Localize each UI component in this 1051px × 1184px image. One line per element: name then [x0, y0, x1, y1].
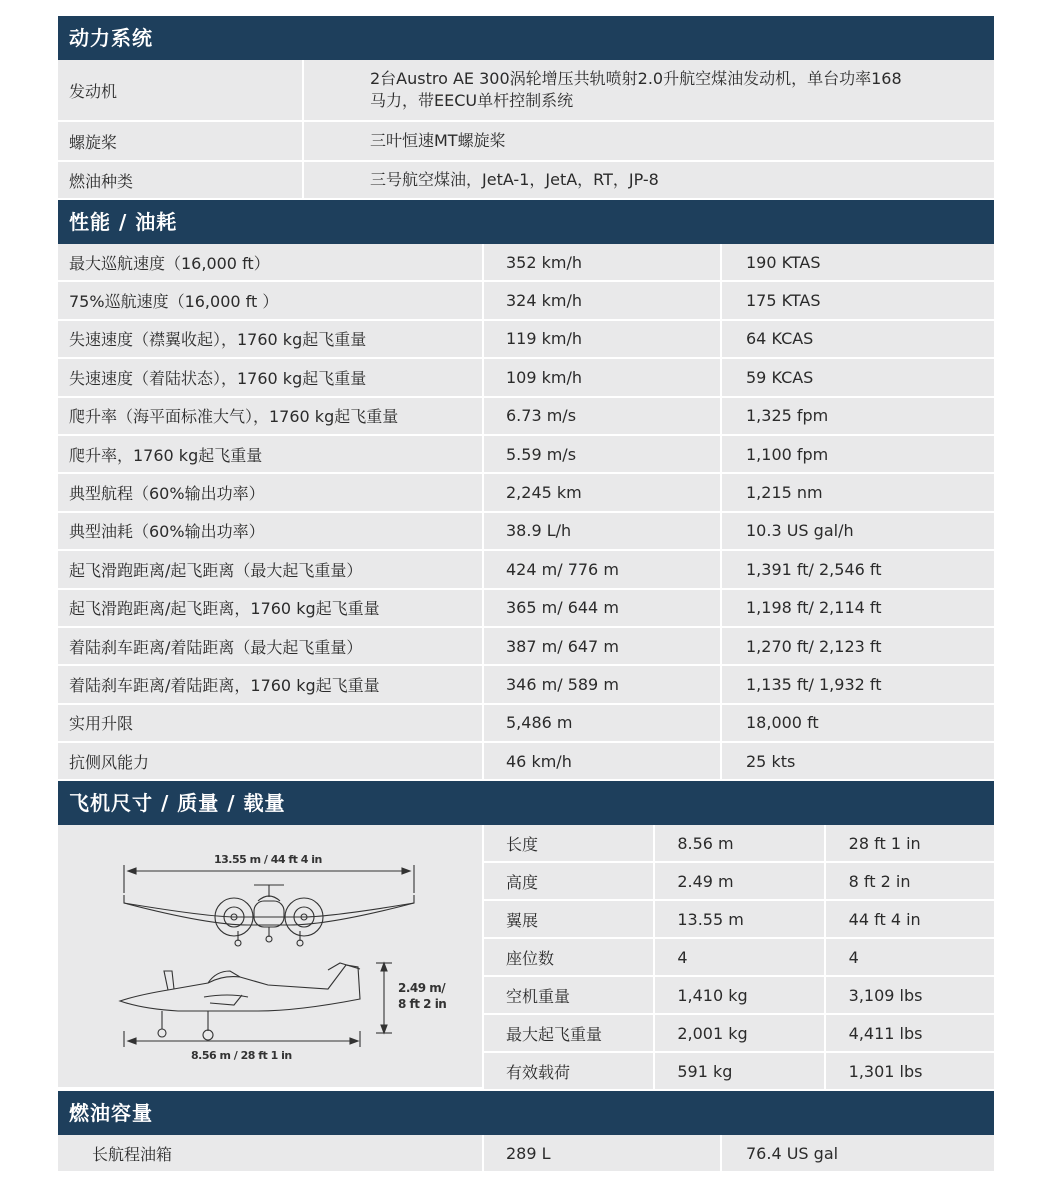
metric-value: 6.73 m/s	[482, 398, 720, 434]
metric-value: 46 km/h	[482, 743, 720, 779]
span-dimension-label: 13.55 m / 44 ft 4 in	[214, 853, 322, 867]
metric-value: 387 m/ 647 m	[482, 628, 720, 664]
section-heading-dimensions: 飞机尺寸 / 质量 / 载量	[58, 781, 994, 825]
imperial-value: 1,198 ft/ 2,114 ft	[720, 590, 994, 626]
dimensions-block	[58, 825, 994, 1091]
row-label: 典型航程（60%输出功率）	[69, 484, 265, 504]
metric-value: 1,410 kg	[653, 977, 823, 1013]
row-label: 座位数	[506, 948, 555, 968]
row-value: 三叶恒速MT螺旋桨	[302, 122, 994, 160]
powerplant-table	[58, 60, 994, 200]
imperial-value: 1,301 lbs	[824, 1053, 994, 1089]
imperial-value: 175 KTAS	[720, 282, 994, 318]
table-row	[58, 398, 994, 436]
metric-value: 5.59 m/s	[482, 436, 720, 472]
height-dimension-label-line2: 8 ft 2 in	[398, 997, 447, 1012]
row-label: 抗侧风能力	[69, 752, 150, 772]
row-label: 起飞滑跑距离/起飞距离（最大起飞重量）	[69, 560, 363, 580]
imperial-value: 25 kts	[720, 743, 994, 779]
row-label: 75%巡航速度（16,000 ft ）	[69, 292, 279, 312]
table-row	[482, 977, 994, 1015]
table-row	[58, 513, 994, 551]
table-row	[482, 1053, 994, 1091]
metric-value: 346 m/ 589 m	[482, 666, 720, 702]
section-heading-powerplant: 动力系统	[58, 16, 994, 60]
imperial-value: 1,215 nm	[720, 474, 994, 510]
table-row	[482, 939, 994, 977]
aircraft-drawing	[58, 825, 482, 1089]
metric-value: 2,245 km	[482, 474, 720, 510]
metric-value: 289 L	[482, 1135, 720, 1171]
metric-value: 4	[653, 939, 823, 975]
metric-value: 352 km/h	[482, 244, 720, 280]
table-row	[58, 666, 994, 704]
metric-value: 2,001 kg	[653, 1015, 823, 1051]
row-label: 燃油种类	[69, 171, 134, 191]
imperial-value: 44 ft 4 in	[824, 901, 994, 937]
imperial-value: 1,100 fpm	[720, 436, 994, 472]
row-label: 典型油耗（60%输出功率）	[69, 522, 265, 542]
table-row	[58, 743, 994, 781]
row-label: 爬升率（海平面标准大气），1760 kg起飞重量	[69, 407, 399, 427]
table-row	[58, 628, 994, 666]
row-label: 高度	[506, 872, 539, 892]
imperial-value: 1,135 ft/ 1,932 ft	[720, 666, 994, 702]
imperial-value: 59 KCAS	[720, 359, 994, 395]
metric-value: 5,486 m	[482, 705, 720, 741]
imperial-value: 8 ft 2 in	[824, 863, 994, 899]
metric-value: 38.9 L/h	[482, 513, 720, 549]
row-label: 爬升率，1760 kg起飞重量	[69, 445, 263, 465]
row-label: 发动机	[69, 81, 118, 101]
section-heading-fuel: 燃油容量	[58, 1091, 994, 1135]
row-label: 失速速度（襟翼收起），1760 kg起飞重量	[69, 330, 367, 350]
imperial-value: 4	[824, 939, 994, 975]
row-label: 失速速度（着陆状态），1760 kg起飞重量	[69, 368, 367, 388]
imperial-value: 1,325 fpm	[720, 398, 994, 434]
table-row	[482, 1015, 994, 1053]
imperial-value: 190 KTAS	[720, 244, 994, 280]
imperial-value: 4,411 lbs	[824, 1015, 994, 1051]
imperial-value: 64 KCAS	[720, 321, 994, 357]
row-label: 长航程油箱	[92, 1144, 173, 1164]
imperial-value: 1,270 ft/ 2,123 ft	[720, 628, 994, 664]
section-heading-performance: 性能 / 油耗	[58, 200, 994, 244]
metric-value: 119 km/h	[482, 321, 720, 357]
row-label: 有效载荷	[506, 1062, 571, 1082]
metric-value: 591 kg	[653, 1053, 823, 1089]
row-label: 着陆刹车距离/着陆距离，1760 kg起飞重量	[69, 675, 380, 695]
row-value: 2台Austro AE 300涡轮增压共轨喷射2.0升航空煤油发动机，单台功率168马力，带EECU单杆控制系统	[302, 60, 994, 120]
row-label: 螺旋桨	[69, 132, 118, 152]
dimensions-table	[482, 825, 994, 1091]
row-label: 起飞滑跑距离/起飞距离，1760 kg起飞重量	[69, 599, 380, 619]
table-row	[58, 1135, 994, 1173]
imperial-value: 28 ft 1 in	[824, 825, 994, 861]
imperial-value: 10.3 US gal/h	[720, 513, 994, 549]
metric-value: 365 m/ 644 m	[482, 590, 720, 626]
row-label: 空机重量	[506, 986, 571, 1006]
row-label: 长度	[506, 834, 539, 854]
table-row	[58, 122, 994, 162]
table-row	[58, 436, 994, 474]
height-dimension-label-line1: 2.49 m/	[398, 981, 446, 996]
table-row	[58, 551, 994, 589]
fuel-table	[58, 1135, 994, 1173]
table-row	[58, 321, 994, 359]
table-row	[58, 244, 994, 282]
table-row	[58, 474, 994, 512]
metric-value: 109 km/h	[482, 359, 720, 395]
row-label: 实用升限	[69, 714, 134, 734]
row-label: 翼展	[506, 910, 539, 930]
metric-value: 2.49 m	[653, 863, 823, 899]
imperial-value: 18,000 ft	[720, 705, 994, 741]
imperial-value: 1,391 ft/ 2,546 ft	[720, 551, 994, 587]
imperial-value: 76.4 US gal	[720, 1135, 994, 1171]
row-label: 最大巡航速度（16,000 ft）	[69, 253, 270, 273]
table-row	[58, 60, 994, 122]
table-row	[58, 282, 994, 320]
length-dimension-label: 8.56 m / 28 ft 1 in	[191, 1049, 292, 1063]
spec-sheet	[58, 16, 994, 1173]
table-row	[58, 359, 994, 397]
table-row	[482, 825, 994, 863]
imperial-value: 3,109 lbs	[824, 977, 994, 1013]
table-row	[482, 863, 994, 901]
table-row	[58, 705, 994, 743]
row-label: 最大起飞重量	[506, 1024, 603, 1044]
metric-value: 324 km/h	[482, 282, 720, 318]
table-row	[482, 901, 994, 939]
metric-value: 8.56 m	[653, 825, 823, 861]
row-label: 着陆刹车距离/着陆距离（最大起飞重量）	[69, 637, 363, 657]
metric-value: 13.55 m	[653, 901, 823, 937]
row-value: 三号航空煤油，JetA-1，JetA，RT，JP-8	[302, 162, 994, 198]
performance-table	[58, 244, 994, 781]
table-row	[58, 162, 994, 200]
table-row	[58, 590, 994, 628]
metric-value: 424 m/ 776 m	[482, 551, 720, 587]
